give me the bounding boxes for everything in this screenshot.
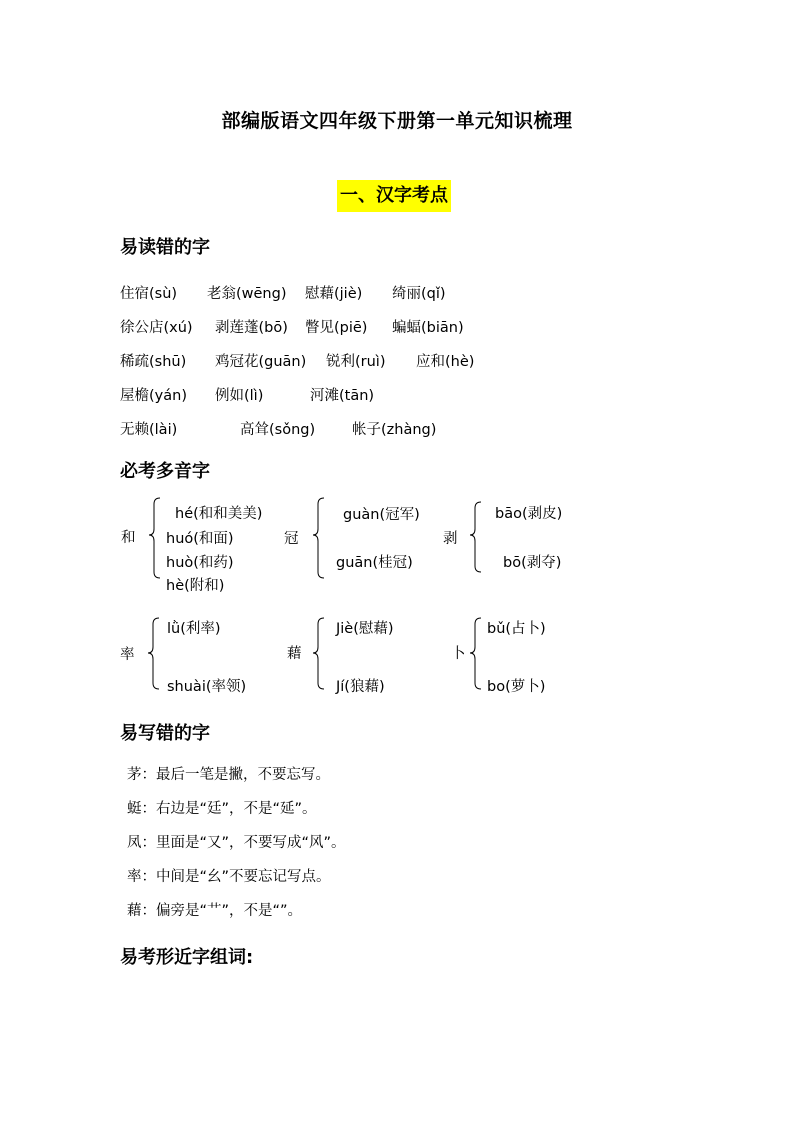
word: 徐公店(xú)	[120, 320, 193, 336]
easy-write-item: 率：中间是“幺”不要忘记写点。	[127, 869, 331, 885]
poly-char: 卜	[451, 646, 466, 662]
word: 稀疏(shū)	[120, 354, 187, 370]
poly-reading: huó(和面)	[166, 531, 234, 547]
easy-read-heading: 易读错的字	[120, 237, 210, 258]
word: 例如(lì)	[215, 388, 264, 404]
poly-char: 剥	[443, 531, 458, 547]
word: 屋檐(yán)	[120, 388, 187, 404]
poly-reading: guàn(冠军)	[343, 507, 420, 523]
poly-reading: bǔ(占卜)	[487, 621, 546, 637]
poly-char: 率	[120, 647, 135, 663]
poly-reading: Jí(狼藉)	[336, 679, 385, 695]
word: 住宿(sù)	[120, 286, 178, 302]
poly-char: 藉	[287, 646, 302, 662]
word: 剥莲蓬(bō)	[215, 320, 288, 336]
poly-reading: hé(和和美美)	[175, 506, 263, 522]
poly-reading: shuài(率领)	[167, 679, 247, 695]
poly-reading: guān(桂冠)	[336, 555, 413, 571]
word: 老翁(wēng)	[207, 286, 287, 302]
poly-reading: huò(和药)	[166, 555, 234, 571]
word: 帐子(zhàng)	[352, 422, 437, 438]
word: 高耸(sǒng)	[240, 422, 316, 438]
poly-char: 和	[121, 530, 136, 546]
similar-chars-heading: 易考形近字组词:	[120, 947, 254, 968]
polyphonic-heading: 必考多音字	[120, 461, 210, 482]
word: 绮丽(qǐ)	[392, 286, 446, 302]
easy-write-heading: 易写错的字	[120, 723, 210, 744]
easy-write-item: 蜓：右边是“廷”，不是“延”。	[127, 801, 317, 817]
poly-reading: hè(附和)	[166, 578, 225, 594]
poly-reading: bo(萝卜)	[487, 679, 546, 695]
poly-char: 冠	[284, 531, 299, 547]
word: 锐利(ruì)	[326, 354, 386, 370]
poly-reading: bāo(剥皮)	[495, 506, 563, 522]
easy-write-item: 藉：偏旁是“艹”，不是“”。	[127, 903, 303, 919]
page-title: 部编版语文四年级下册第一单元知识梳理	[221, 110, 573, 132]
word: 无赖(lài)	[120, 422, 178, 438]
section-heading: 一、汉字考点	[337, 180, 451, 212]
word: 应和(hè)	[416, 354, 475, 370]
poly-reading: lǜ(利率)	[167, 621, 221, 637]
word: 慰藉(jiè)	[305, 286, 363, 302]
poly-reading: Jiè(慰藉)	[336, 621, 394, 637]
word: 蝙蝠(biān)	[392, 320, 464, 336]
word: 鸡冠花(guān)	[215, 354, 307, 370]
poly-reading: bō(剥夺)	[503, 555, 562, 571]
easy-write-item: 茅：最后一笔是撇，不要忘写。	[127, 767, 330, 783]
word: 瞥见(piē)	[305, 320, 368, 336]
word: 河滩(tān)	[310, 388, 375, 404]
easy-write-item: 凤：里面是“又”，不要写成“风”。	[127, 835, 346, 851]
